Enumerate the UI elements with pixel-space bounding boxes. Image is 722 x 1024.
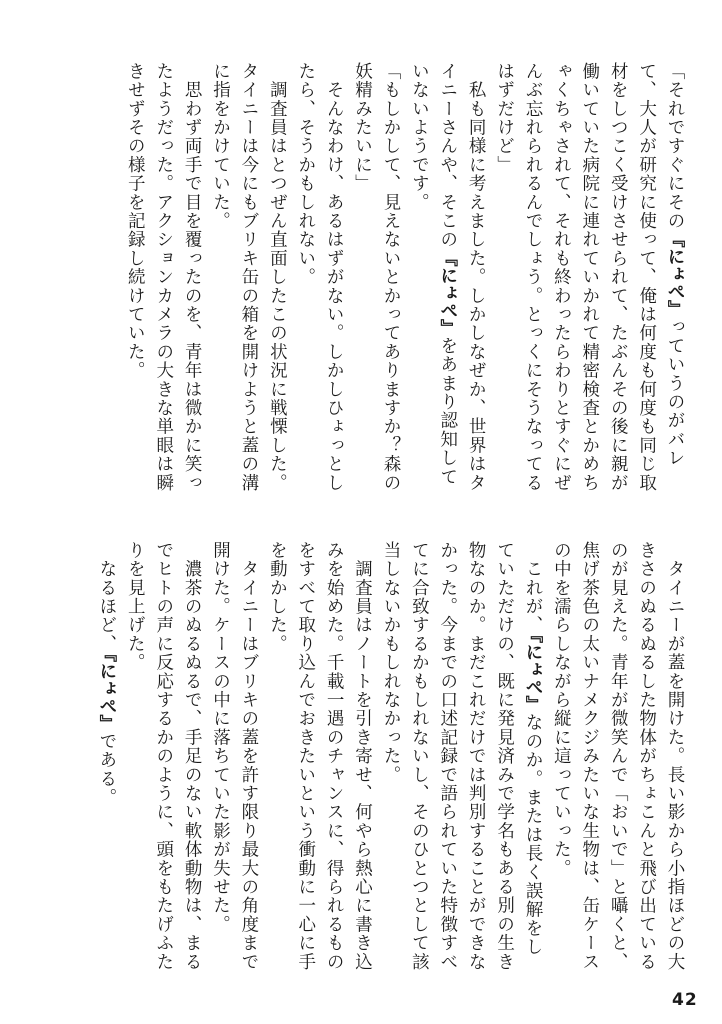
text-block-bottom bbox=[96, 541, 689, 975]
page-number: 42 bbox=[672, 990, 698, 1010]
paragraph: これが、『にょぺ』なのか。または長く誤解をしていただけの、既に発見済みで学名もある別の生き物なのか。まだこれだけでは判別することができなかった。今までの口述記録で語られていた特徴すべてに合致するかもしれないし、そのひとつとして該当しないかもしれなかった。 bbox=[380, 541, 543, 972]
paragraph: 濃茶のぬるぬるで、手足のない軟体動物は、まるでヒトの声に反応するかのように、頭をもたげふたりを見上げた。 bbox=[125, 541, 203, 972]
paragraph: 「もしかして、見えないとかってありますか？森の妖精みたいに」 bbox=[352, 62, 401, 493]
paragraph: 私も同様に考えました。しかしなぜか、世界はタイニーさんや、そこの『にょぺ』をあまり認知していないようです。 bbox=[409, 62, 487, 493]
paragraph: タイニーが蓋を開けた。長い影から小指ほどの大きさのぬるぬるした物体がちょこんと飛び出ているのが見えた。青年が微笑んで「おいで」と囁くと、焦げ茶色の太いナメクジみたいな生物は、缶ケースの中を濡らしながら縦に這っていった。 bbox=[551, 541, 685, 972]
paragraph: そんなわけ、あるはずがない。しかしひょっとしたら、そうかもしれない。 bbox=[295, 62, 345, 493]
text-block-top bbox=[125, 62, 689, 498]
paragraph: 思わず両手で目を覆ったのを、青年は微かに笑ったようだった。アクションカメラの大きな単眼は瞬きせずその様子を記録し続けていた。 bbox=[125, 62, 203, 493]
paragraph: 調査員はとつぜん直面したこの状況に戦慄した。タイニーは今にもブリキ缶の箱を開けようと蓋の溝に指をかけていた。 bbox=[210, 62, 288, 493]
nyope-term: 『にょぺ』 bbox=[96, 653, 117, 732]
nyope-term: 『にょぺ』 bbox=[522, 634, 543, 714]
paragraph: 調査員はノートを引き寄せ、何やら熱心に書き込みを始めた。千載一遇のチャンスに、得られるものをすべて取り込んでおきたいという衝動に一心に手を動かした。 bbox=[267, 541, 373, 972]
paragraph: 「それですぐにその『にょぺ』っていうのがバレて、大人が研究に使って、俺は何度も何度も同じ取材をしつこく受けさせられて、たぶんその後に親が働いていた病院に連れていかれて精密検査とかめちゃくちゃされて、それも終わったらわりとすぐにぜんぶ忘れられるんでしょう。とっくにそうなってるはずだけど」 bbox=[494, 62, 685, 493]
nyope-term: 『にょぺ』 bbox=[437, 249, 458, 337]
paragraph: タイニーはブリキの蓋を許す限り最大の角度まで開けた。ケースの中に落ちていた影が失せた。 bbox=[210, 541, 259, 972]
paragraph: なるほど、『にょぺ』である。 bbox=[96, 559, 117, 807]
nyope-term: 『にょぺ』 bbox=[665, 230, 685, 318]
